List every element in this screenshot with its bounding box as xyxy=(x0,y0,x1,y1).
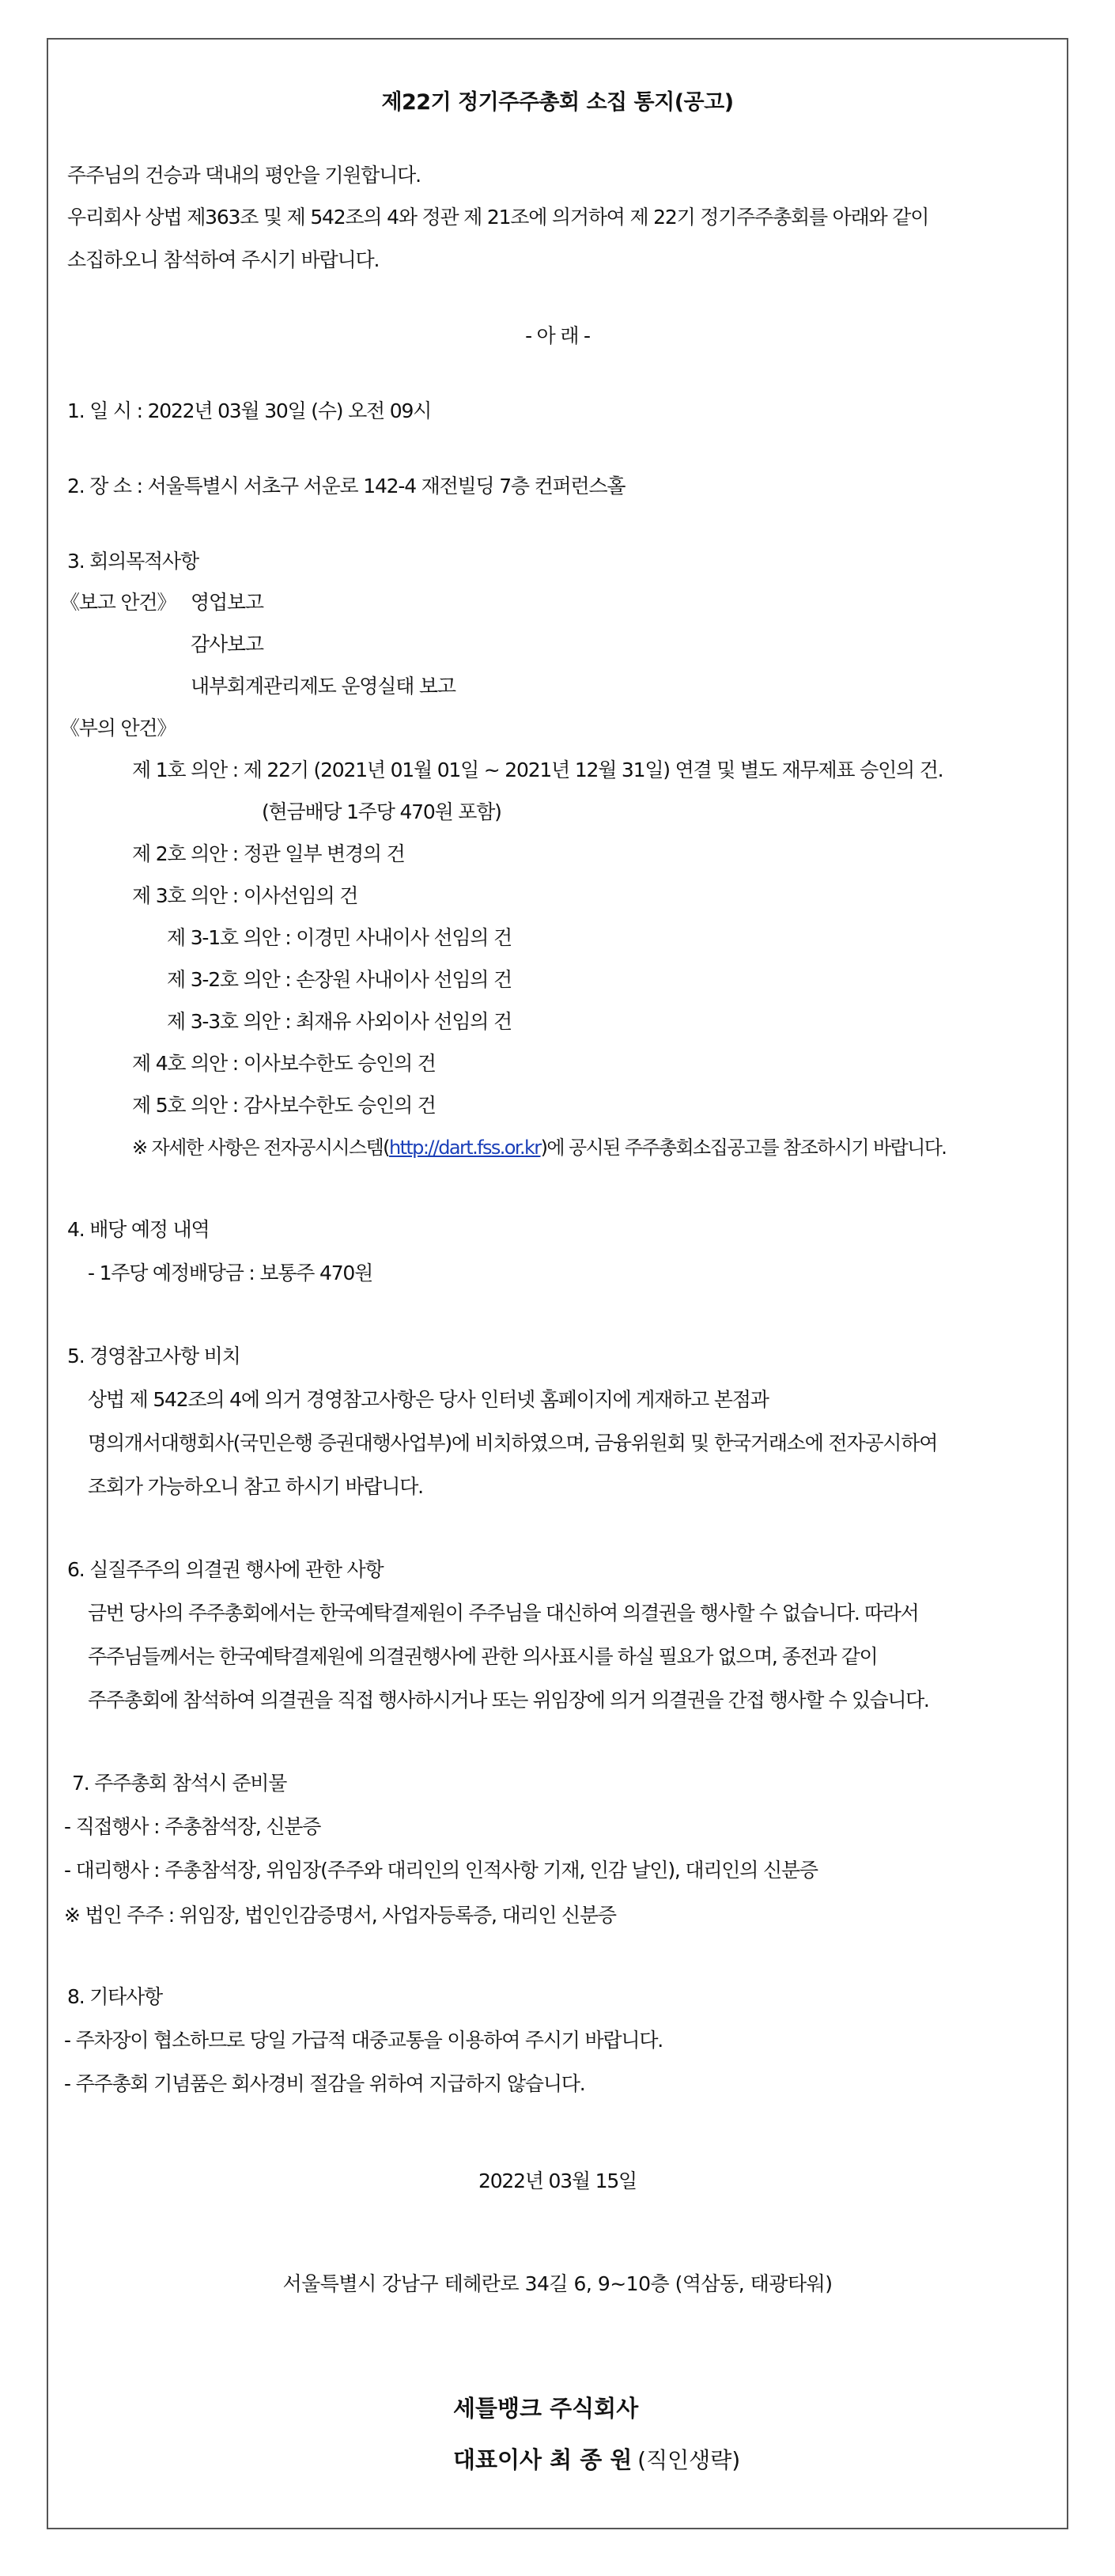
dividend-line: - 1주당 예정배당금 : 보통주 470원 xyxy=(88,1262,373,1284)
meeting-location: 2. 장 소 : 서울특별시 서초구 서운로 142-4 재전빌딩 7층 컨퍼런스홀 xyxy=(67,475,626,497)
resolution-item: 제 5호 의안 : 감사보수한도 승인의 건 xyxy=(132,1094,436,1117)
voting-heading: 6. 실질주주의 의결권 행사에 관한 사항 xyxy=(67,1558,384,1581)
reference-heading: 5. 경영참고사항 비치 xyxy=(67,1345,240,1367)
voting-line: 주주님들께서는 한국예탁결제원에 의결권행사에 관한 의사표시를 하실 필요가 없으며, 종전과 같이 xyxy=(88,1645,878,1668)
resolution-item: 제 4호 의안 : 이사보수한도 승인의 건 xyxy=(132,1052,436,1075)
notice-document xyxy=(47,38,1068,2529)
report-item: 감사보고 xyxy=(191,633,263,656)
resolution-item: 제 3-2호 의안 : 손장원 사내이사 선임의 건 xyxy=(167,968,512,991)
resolution-item: 제 3-1호 의안 : 이경민 사내이사 선임의 건 xyxy=(167,926,512,949)
seal-omitted-note: (직인생략) xyxy=(637,2447,741,2473)
intro-line: 소집하오니 참석하여 주시기 바랍니다. xyxy=(67,248,380,271)
notice-title: 제22기 정기주주총회 소집 통지(공고) xyxy=(381,90,734,115)
dart-link[interactable]: http://dart.fss.or.kr xyxy=(388,1137,541,1159)
voting-line: 금번 당사의 주주총회에서는 한국예탁결제원이 주주님을 대신하여 의결권을 행사할 수 없습니다. 따라서 xyxy=(88,1602,919,1625)
ceo-signature xyxy=(453,2448,740,2473)
reference-line: 상법 제 542조의 4에 의거 경영참고사항은 당사 인터넷 홈페이지에 게재하고 본점과 xyxy=(88,1388,769,1411)
misc-line: - 주차장이 협소하므로 당일 가급적 대중교통을 이용하여 주시기 바랍니다. xyxy=(64,2029,663,2052)
resolution-item: 제 3-3호 의안 : 최재유 사외이사 선임의 건 xyxy=(167,1010,512,1033)
dart-note: ※ 자세한 사항은 전자공시시스템(http://dart.fss.or.kr)에 공시된 주주총회소집공고를 참조하시기 바랍니다. xyxy=(132,1137,947,1159)
intro-line: 주주님의 건승과 댁내의 평안을 기원합니다. xyxy=(67,164,421,187)
report-agenda-label: 《보고 안건》 xyxy=(60,591,176,614)
preparation-line: - 대리행사 : 주총참석장, 위임장(주주와 대리인의 인적사항 기재, 인감 날인), 대리인의 신분증 xyxy=(64,1859,818,1882)
misc-heading: 8. 기타사항 xyxy=(67,1985,162,2008)
ceo-name: 대표이사 최 종 원 xyxy=(453,2446,633,2473)
resolution-item: 제 3호 의안 : 이사선임의 건 xyxy=(132,884,358,907)
dividend-heading: 4. 배당 예정 내역 xyxy=(67,1218,210,1241)
reference-line: 조회가 가능하오니 참고 하시기 바랍니다. xyxy=(88,1475,423,1498)
resolution-item: 제 1호 의안 : 제 22기 (2021년 01월 01일 ~ 2021년 12월 31일) 연결 및 별도 재무제표 승인의 건. xyxy=(132,758,943,781)
preparation-line: ※ 법인 주주 : 위임장, 법인인감증명서, 사업자등록증, 대리인 신분증 xyxy=(64,1904,616,1927)
below-marker: - 아 래 - xyxy=(525,324,590,347)
intro-line: 우리회사 상법 제363조 및 제 542조의 4와 정관 제 21조에 의거하여 제 22기 정기주주총회를 아래와 같이 xyxy=(67,206,929,229)
notice-date: 2022년 03월 15일 xyxy=(478,2169,637,2192)
resolution-item: 제 2호 의안 : 정관 일부 변경의 건 xyxy=(132,842,405,865)
company-address: 서울특별시 강남구 테헤란로 34길 6, 9~10층 (역삼동, 태광타워) xyxy=(282,2272,833,2295)
resolution-item: (현금배당 1주당 470원 포함) xyxy=(262,800,501,823)
report-item: 내부회계관리제도 운영실태 보고 xyxy=(191,675,455,698)
preparation-line: - 직접행사 : 주총참석장, 신분증 xyxy=(64,1815,321,1838)
agenda-heading: 3. 회의목적사항 xyxy=(67,550,198,573)
company-name: 세틀뱅크 주식회사 xyxy=(453,2395,639,2422)
misc-line: - 주주총회 기념품은 회사경비 절감을 위하여 지급하지 않습니다. xyxy=(64,2072,585,2095)
resolution-agenda-label: 《부의 안건》 xyxy=(60,717,176,740)
report-item: 영업보고 xyxy=(191,591,263,614)
reference-line: 명의개서대행회사(국민은행 증권대행사업부)에 비치하였으며, 금융위원회 및 한국거래소에 전자공시하여 xyxy=(88,1432,938,1454)
meeting-datetime: 1. 일 시 : 2022년 03월 30일 (수) 오전 09시 xyxy=(67,399,432,422)
preparation-heading: 7. 주주총회 참석시 준비물 xyxy=(72,1772,287,1795)
voting-line: 주주총회에 참석하여 의결권을 직접 행사하시거나 또는 위임장에 의거 의결권을 간접 행사할 수 있습니다. xyxy=(88,1689,929,1712)
